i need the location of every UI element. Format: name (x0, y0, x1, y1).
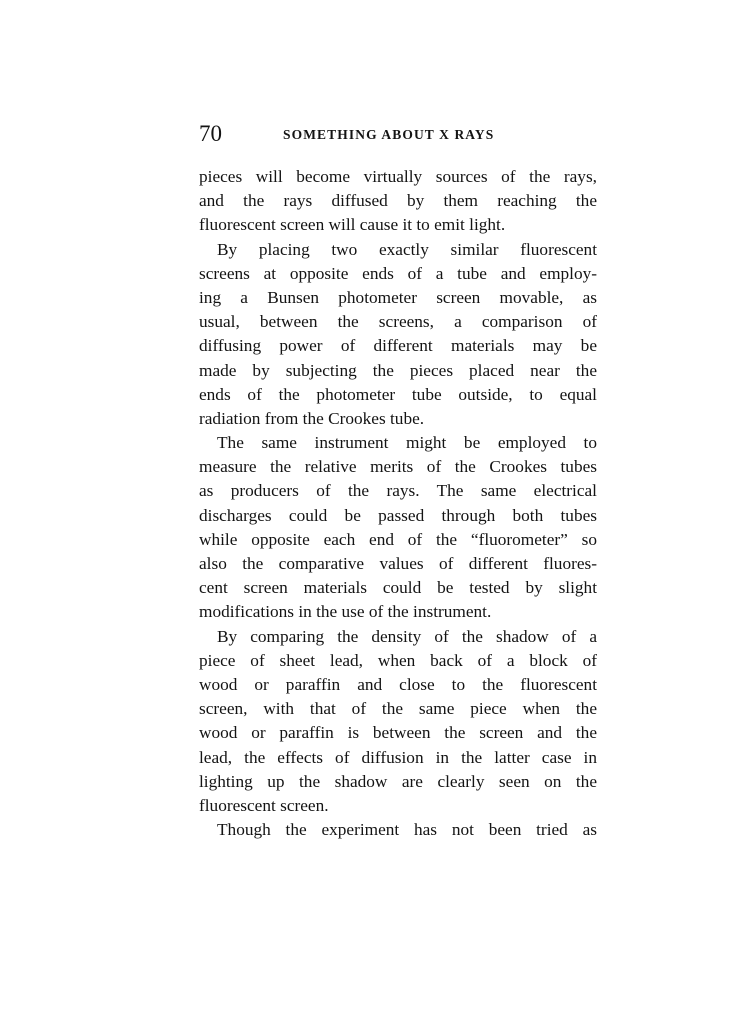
running-head (199, 121, 597, 147)
text-line: fluorescent screen will cause it to emit light. (199, 215, 506, 235)
text-line: measure the relative merits of the Crookes tubes (199, 457, 597, 477)
paragraph (199, 165, 597, 238)
text-line: as producers of the rays. The same electrical (199, 481, 597, 501)
text-line: diffusing power of different materials may be (199, 336, 597, 356)
text-line: cent screen materials could be tested by slight (199, 578, 597, 598)
running-head-title: SOMETHING ABOUT X RAYS (283, 127, 495, 142)
text-line: and the rays diffused by them reaching the (199, 191, 597, 211)
text-line: usual, between the screens, a comparison of (199, 312, 597, 332)
text-line: Though the experiment has not been tried as (217, 820, 597, 840)
text-line: By comparing the density of the shadow of a (217, 626, 597, 646)
text-line: pieces will become virtually sources of the rays, (199, 167, 597, 186)
text-line: screen, with that of the same piece when the (199, 699, 597, 719)
text-line: screens at opposite ends of a tube and employ- (199, 263, 597, 283)
paragraph (199, 818, 597, 842)
text-line: lead, the effects of diffusion in the latter case in (199, 747, 597, 767)
text-line: fluorescent screen. (199, 795, 329, 815)
body-text (199, 165, 597, 842)
text-line: piece of sheet lead, when back of a block of (199, 650, 597, 670)
text-line: ing a Bunsen photometer screen movable, as (199, 287, 597, 307)
text-line: lighting up the shadow are clearly seen on the (199, 771, 597, 791)
text-line: By placing two exactly similar fluorescent (217, 239, 597, 259)
text-line: made by subjecting the pieces placed near the (199, 360, 597, 380)
text-line: wood or paraffin and close to the fluorescent (199, 674, 597, 694)
text-line: discharges could be passed through both tubes (199, 505, 597, 525)
text-line: while opposite each end of the “fluorometer” so (199, 529, 597, 549)
text-line: ends of the photometer tube outside, to equal (199, 384, 597, 404)
text-line: radiation from the Crookes tube. (199, 408, 425, 428)
paragraph (199, 238, 597, 432)
paragraph (199, 431, 597, 625)
paragraph (199, 625, 597, 819)
text-line: also the comparative values of different fluores- (199, 554, 597, 573)
page-number: 70 (199, 121, 222, 146)
text-line: modifications in the use of the instrument. (199, 602, 492, 622)
text-line: wood or paraffin is between the screen and the (199, 723, 597, 743)
text-line: The same instrument might be employed to (217, 433, 597, 453)
